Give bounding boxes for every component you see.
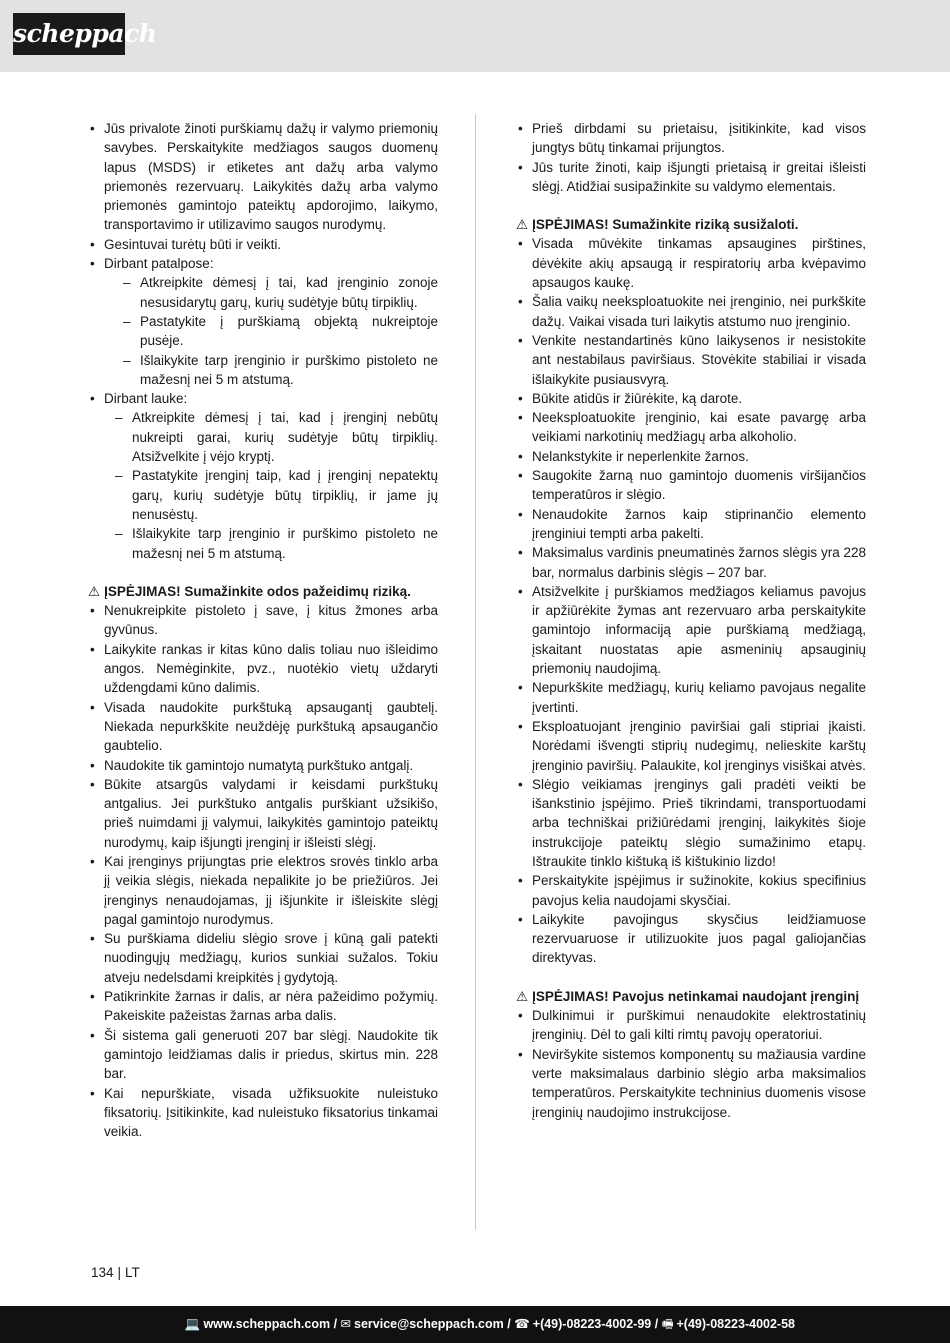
- footer-divider: /: [503, 1317, 515, 1331]
- sublist-item: – Išlaikykite tarp įrenginio ir purškimo pistoleto ne mažesnį nei 5 m atstumą.: [116, 351, 438, 390]
- list-item: • Saugokite žarną nuo gamintojo duomenis viršijančios temperatūros ir slėgio.: [516, 466, 866, 505]
- list-item: • Visada mūvėkite tinkamas apsaugines pirštines, dėvėkite akių apsaugą ir respiratorių arba kvėpavimo apsaugos kaukę.: [516, 234, 866, 292]
- left-column: [88, 119, 438, 1141]
- list-item: • Maksimalus vardinis pneumatinės žarnos slėgis yra 228 bar, normalus darbinis slėgis – 207 bar.: [516, 543, 866, 582]
- mail-icon: ✉: [340, 1317, 351, 1331]
- warning-triangle-icon: ⚠: [516, 217, 529, 233]
- list-item: • Neeksploatuokite įrenginio, kai esate pavargę arba veikiami narkotinių medžiagų arba alkoholio.: [516, 408, 866, 447]
- list-item: [88, 389, 438, 563]
- phone-icon: ☎: [514, 1317, 530, 1331]
- list-item: • Slėgio veikiamas įrenginys gali pradėti veikti be išankstinio įspėjimo. Prieš tikrindami, transportuodami arba techniškai prižiūrėdami įrenginį, laikykitės šioje instrukcijoje pateiktų slėgio sumažinimo etapų. Ištraukite tinklo kištuką iš kištukinio lizdo!: [516, 775, 866, 871]
- general-safety-list: [88, 119, 438, 563]
- list-item: • Šalia vaikų neeksploatuokite nei įrenginio, nei purkškite dažų. Vaikai visada turi laikytis atstumo nuo įrenginio.: [516, 292, 866, 331]
- warning-title: ĮSPĖJIMAS! Pavojus netinkamai naudojant įrenginį: [532, 988, 860, 1004]
- indoor-label: Dirbant patalpose:: [104, 256, 214, 272]
- list-item: • Atsižvelkite į purškiamos medžiagos keliamus pavojus ir apžiūrėkite žymas ant rezervuaro arba perskaitykite gamintojo informaciją apie purškiamą medžiagą, įskaitant nuostatas apie asmeninių apsauginių priemonių naudojimą.: [516, 582, 866, 678]
- list-item: [88, 254, 438, 389]
- sublist-item: – Atkreipkite dėmesį į tai, kad įrenginio zonoje nesusidarytų garų, kurių sudėtyje būtų tirpiklių.: [116, 273, 438, 312]
- list-item: • Perskaitykite įspėjimus ir sužinokite, kokius specifinius pavojus kelia naudojami skysčiai.: [516, 871, 866, 910]
- warning-heading-injury: [516, 215, 866, 234]
- website-link[interactable]: www.scheppach.com: [203, 1317, 331, 1331]
- list-item: • Jūs privalote žinoti purškiamų dažų ir valymo priemonių savybes. Perskaitykite medžiagos saugos duomenų lapus (MSDS) ir etiketes ant dažų arba valymo priemonės rezervuarų. Laikykitės dažų arba valymo priemonės gamintojo pateiktų apdorojimo, laikymo, transportavimo ir utilizavimo saugos nurodymų.: [88, 119, 438, 235]
- list-item: • Nenukreipkite pistoleto į save, į kitus žmones arba gyvūnus.: [88, 601, 438, 640]
- list-item: • Nelankstykite ir neperlenkite žarnos.: [516, 447, 866, 466]
- page-number-label: [91, 1265, 140, 1280]
- list-item: • Būkite atsargūs valydami ir keisdami purkštukų antgalius. Jei purkštuko antgalis purškiant užsikišo, prieš nuimdami jį valymui, laikykitės gamintojo pateiktų nurodymų, kaip išjungti įrenginį ir išleisti slėgį.: [88, 775, 438, 852]
- sublist-item: – Pastatykite į purškiamą objektą nukreiptoje pusėje.: [116, 312, 438, 351]
- list-item: • Kai nepurškiate, visada užfiksuokite nuleistuko fiksatorių. Įsitikinkite, kad nuleistuko fiksatorius tinkamai veikia.: [88, 1084, 438, 1142]
- list-item: • Laikykite rankas ir kitas kūno dalis toliau nuo išleidimo angos. Nemėginkite, pvz., nuotėkio vietų uždaryti uždengdami kūno dalimis.: [88, 640, 438, 698]
- list-item: • Ši sistema gali generuoti 207 bar slėgį. Naudokite tik gamintojo leidžiamas dalis ir priedus, skirtus min. 228 bar.: [88, 1026, 438, 1084]
- list-item: • Su purškiama dideliu slėgio srove į kūną gali patekti nuodingųjų medžiagų, kurios sunkiai sužalos. Tokiu atveju nedelsdami kreipkitės į gydytoją.: [88, 929, 438, 987]
- list-item: • Naudokite tik gamintojo numatytą purkštuko antgalį.: [88, 756, 438, 775]
- list-item: • Prieš dirbdami su prietaisu, įsitikinkite, kad visos jungtys būtų tinkamai prijungtos.: [516, 119, 866, 158]
- footer-divider: /: [330, 1317, 341, 1331]
- list-item: • Eksploatuojant įrenginio paviršiai gali stipriai įkaisti. Norėdami išvengti stiprių nudegimų, nelieskite karštų įrenginio paviršių. Palaukite, kol įrenginys visiškai atvės.: [516, 717, 866, 775]
- list-item: • Kai įrenginys prijungtas prie elektros srovės tinklo arba jį veikia slėgis, niekada nepalikite jo be priežiūros. Jei įrenginys nenaudojamas, jį išjunkite ir išleiskite slėgį pagal gamintojo nurodymus.: [88, 852, 438, 929]
- header-band: [0, 0, 950, 72]
- indoor-sublist: [116, 273, 438, 389]
- phone-number: +(49)-08223-4002-99: [532, 1317, 652, 1331]
- computer-icon: 💻: [184, 1317, 201, 1331]
- list-item: • Gesintuvai turėtų būti ir veikti.: [88, 235, 438, 254]
- warning-title: ĮSPĖJIMAS! Sumažinkite odos pažeidimų riziką.: [104, 583, 411, 599]
- warning-heading-skin: [88, 582, 438, 601]
- sublist-item: – Atkreipkite dėmesį į tai, kad į įrenginį nebūtų nukreipti garai, kurių sudėtyje būtų tirpiklių. Atsižvelkite į vėjo kryptį.: [108, 408, 438, 466]
- footer-divider: /: [651, 1317, 662, 1331]
- skin-warning-list: [88, 601, 438, 1141]
- misuse-warning-list: [516, 1006, 866, 1122]
- list-item: • Jūs turite žinoti, kaip išjungti prietaisą ir greitai išleisti slėgį. Atidžiai susipažinkite su valdymo elementais.: [516, 158, 866, 197]
- fax-number: +(49)-08223-4002-58: [676, 1317, 795, 1331]
- sublist-item: – Pastatykite įrenginį taip, kad į įrenginį nepatektų garų, kurių sudėtyje būtų tirpiklių, ir jame jų nenusėstų.: [108, 466, 438, 524]
- page-number: 134: [91, 1265, 114, 1280]
- list-item: • Nepurkškite medžiagų, kurių keliamo pavojaus negalite įvertinti.: [516, 678, 866, 717]
- injury-warning-list: [516, 234, 866, 967]
- list-item: • Venkite nestandartinės kūno laikysenos ir nesistokite ant nestabilaus paviršiaus. Stovėkite stabiliai ir visada išlaikykite pusiausvyrą.: [516, 331, 866, 389]
- sublist-item: – Išlaikykite tarp įrenginio ir purškimo pistoleto ne mažesnį nei 5 m atstumą.: [108, 524, 438, 563]
- list-item: • Dulkinimui ir purškimui nenaudokite elektrostatinių įrenginių. Dėl to gali kilti rimtų pavojų operatoriui.: [516, 1006, 866, 1045]
- column-divider: [475, 114, 476, 1230]
- brand-logo: scheppach: [13, 13, 125, 55]
- warning-triangle-icon: ⚠: [88, 583, 101, 599]
- outdoor-label: Dirbant lauke:: [104, 391, 188, 407]
- email-link[interactable]: service@scheppach.com: [354, 1317, 504, 1331]
- device-check-list: [516, 119, 866, 196]
- language-code: LT: [125, 1265, 140, 1280]
- list-item: • Neviršykite sistemos komponentų su mažiausia vardine verte maksimalaus darbinio slėgio arba maksimalios temperatūros. Perskaitykite techninius duomenis visose įrenginių naudojimo instrukcijose.: [516, 1045, 866, 1122]
- list-item: • Laikykite pavojingus skysčius leidžiamuose rezervuaruose ir utilizuokite juos pagal galiojančias direktyvas.: [516, 910, 866, 968]
- outdoor-sublist: [108, 408, 438, 562]
- warning-heading-misuse: [516, 987, 866, 1006]
- page-separator: |: [117, 1265, 122, 1280]
- contact-footer-bar: [0, 1306, 950, 1343]
- list-item: • Patikrinkite žarnas ir dalis, ar nėra pažeidimo požymių. Pakeiskite pažeistas žarnas arba dalis.: [88, 987, 438, 1026]
- list-item: • Nenaudokite žarnos kaip stiprinančio elemento įrenginiui tempti arba pakelti.: [516, 505, 866, 544]
- warning-title: ĮSPĖJIMAS! Sumažinkite riziką susižaloti.: [532, 217, 799, 233]
- fax-icon: 🖷: [661, 1317, 674, 1331]
- list-item: • Būkite atidūs ir žiūrėkite, ką darote.: [516, 389, 866, 408]
- list-item: • Visada naudokite purkštuką apsaugantį gaubtelį. Niekada nepurkškite neuždėję purkštuką apsaugančio gaubtelio.: [88, 698, 438, 756]
- warning-triangle-icon: ⚠: [516, 988, 529, 1004]
- right-column: [516, 119, 866, 1122]
